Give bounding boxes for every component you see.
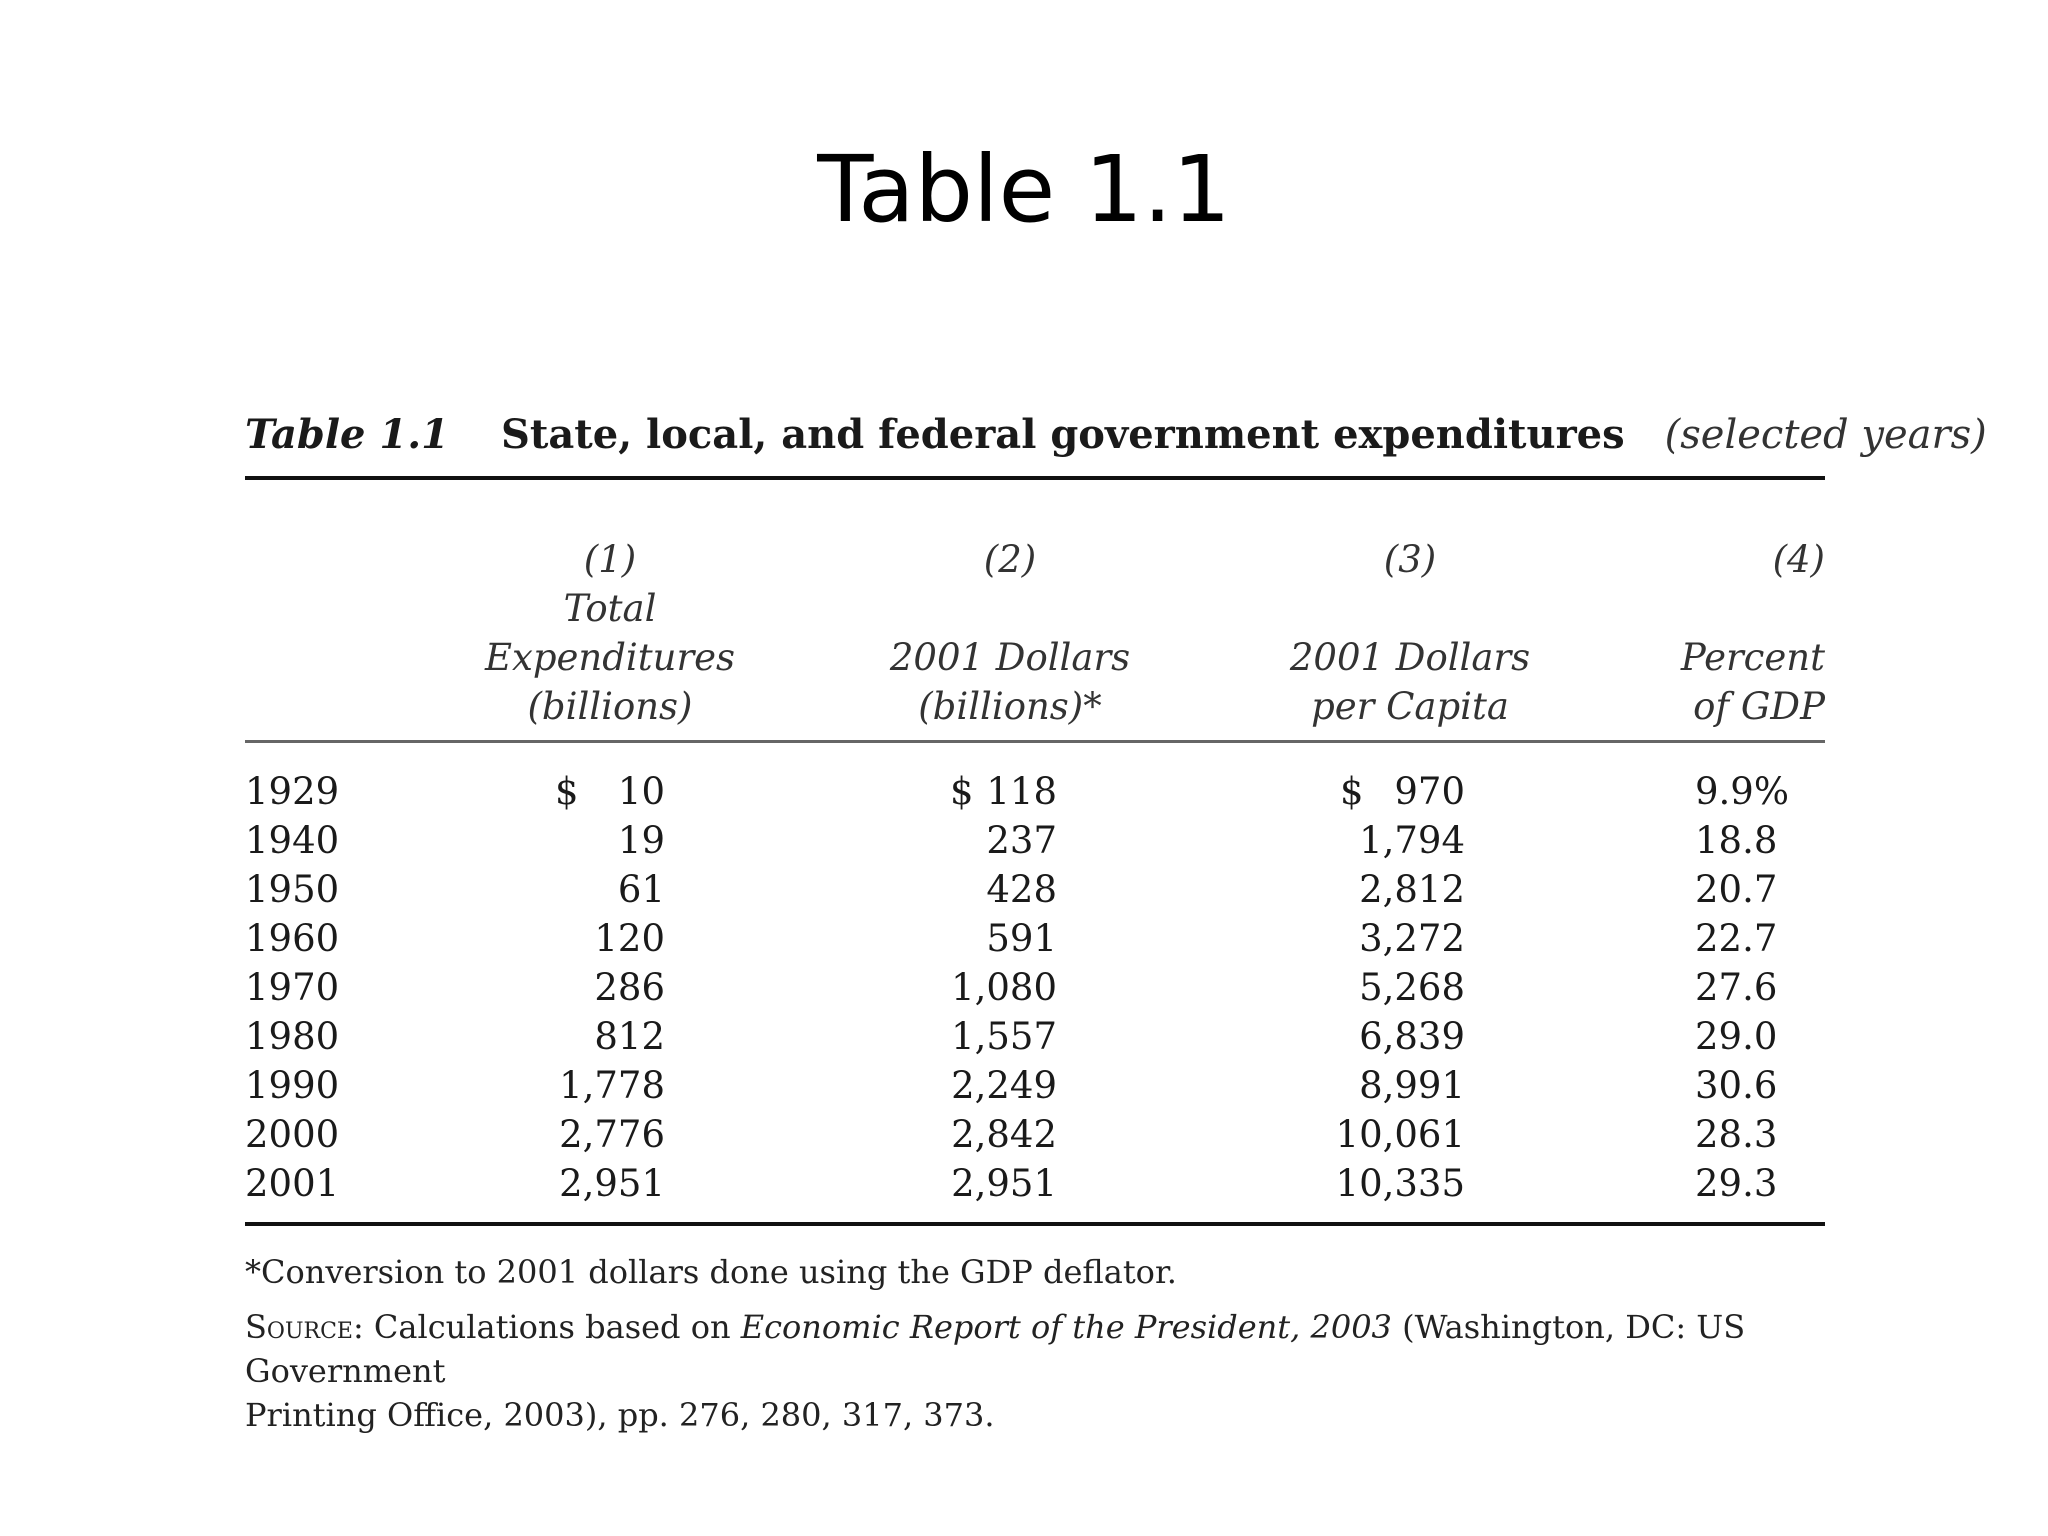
per-capita: 8,991 (1359, 1064, 1465, 1107)
col4-header-line3: of GDP (1693, 685, 1825, 728)
dollars-2001: 1,080 (951, 966, 1057, 1009)
slide-title: Table 1.1 (817, 136, 1231, 243)
source-line2: Printing Office, 2003), pp. 276, 280, 317, 373. (245, 1396, 995, 1434)
table-number: Table 1.1 (245, 411, 449, 458)
per-capita: 1,794 (1359, 819, 1465, 862)
percent-gdp: 9.9% (1695, 770, 1789, 813)
col3-number: (3) (1383, 538, 1437, 581)
dollars-2001: 591 (986, 917, 1057, 960)
total-expenditures: 286 (594, 966, 665, 1009)
top-rule (245, 476, 1825, 480)
row-year: 1990 (245, 1064, 340, 1107)
source-work-title: Economic Report of the President, 2003 (740, 1308, 1392, 1346)
percent-gdp: 18.8 (1695, 819, 1778, 862)
currency-symbol: $ (950, 770, 974, 813)
row-year: 1950 (245, 868, 340, 911)
col2-header-line3: (billions)* (918, 685, 1102, 728)
table-row (245, 1111, 1825, 1159)
per-capita: 6,839 (1359, 1015, 1465, 1058)
per-capita: 10,335 (1335, 1162, 1465, 1205)
total-expenditures: 10 (617, 770, 665, 813)
per-capita: 2,812 (1359, 868, 1465, 911)
col3-header-line2: 2001 Dollars (1289, 636, 1531, 679)
row-year: 2001 (245, 1162, 340, 1205)
table-row (245, 964, 1825, 1012)
row-year: 2000 (245, 1113, 340, 1156)
header-rule (245, 740, 1825, 743)
dollars-2001: 237 (986, 819, 1057, 862)
dollars-2001: 2,951 (951, 1162, 1057, 1205)
col1-header-line2: Expenditures (484, 636, 736, 679)
col1-number: (1) (583, 538, 637, 581)
row-year: 1940 (245, 819, 340, 862)
table-row (245, 817, 1825, 865)
row-year: 1960 (245, 917, 340, 960)
row-year: 1929 (245, 770, 340, 813)
per-capita: 5,268 (1359, 966, 1465, 1009)
table-row (245, 866, 1825, 914)
dollars-2001: 118 (986, 770, 1057, 813)
percent-gdp: 29.0 (1695, 1015, 1778, 1058)
currency-symbol: $ (1340, 770, 1364, 813)
table-caption (245, 410, 1987, 460)
total-expenditures: 120 (594, 917, 665, 960)
per-capita: 3,272 (1359, 917, 1465, 960)
dollars-2001: 2,842 (951, 1113, 1057, 1156)
dollars-2001: 2,249 (951, 1064, 1057, 1107)
col3-header-line3: per Capita (1311, 685, 1509, 728)
currency-symbol: $ (555, 770, 579, 813)
total-expenditures: 1,778 (559, 1064, 665, 1107)
bottom-rule (245, 1222, 1825, 1226)
total-expenditures: 61 (617, 868, 665, 911)
col4-header-line2: Percent (1680, 636, 1825, 679)
table-row (245, 1013, 1825, 1061)
total-expenditures: 2,776 (559, 1113, 665, 1156)
table-row (245, 1160, 1825, 1208)
table-footnote: *Conversion to 2001 dollars done using the GDP deflator. (245, 1253, 1177, 1291)
table-subtitle: (selected years) (1664, 412, 1987, 458)
table-row (245, 1062, 1825, 1110)
source-lead: Source: (245, 1308, 364, 1346)
table-source (245, 1305, 1865, 1437)
table-title: State, local, and federal government expenditures (500, 411, 1625, 458)
percent-gdp: 28.3 (1695, 1113, 1778, 1156)
source-pre: Calculations based on (373, 1308, 731, 1346)
row-year: 1970 (245, 966, 340, 1009)
col2-header-line2: 2001 Dollars (889, 636, 1131, 679)
total-expenditures: 19 (617, 819, 665, 862)
col2-number: (2) (983, 538, 1037, 581)
col4-number: (4) (1772, 538, 1825, 581)
table-row (245, 768, 1825, 816)
total-expenditures: 2,951 (559, 1162, 665, 1205)
row-year: 1980 (245, 1015, 340, 1058)
total-expenditures: 812 (594, 1015, 665, 1058)
percent-gdp: 22.7 (1695, 917, 1778, 960)
dollars-2001: 1,557 (951, 1015, 1057, 1058)
per-capita: 10,061 (1335, 1113, 1465, 1156)
percent-gdp: 30.6 (1695, 1064, 1778, 1107)
percent-gdp: 29.3 (1695, 1162, 1778, 1205)
table-row (245, 915, 1825, 963)
percent-gdp: 20.7 (1695, 868, 1778, 911)
percent-gdp: 27.6 (1695, 966, 1778, 1009)
col1-header-line1: Total (563, 587, 657, 630)
dollars-2001: 428 (986, 868, 1057, 911)
source-line1-rest: (Washington, DC: US Government (245, 1308, 1746, 1390)
col1-header-line3: (billions) (527, 685, 693, 728)
per-capita: 970 (1394, 770, 1465, 813)
